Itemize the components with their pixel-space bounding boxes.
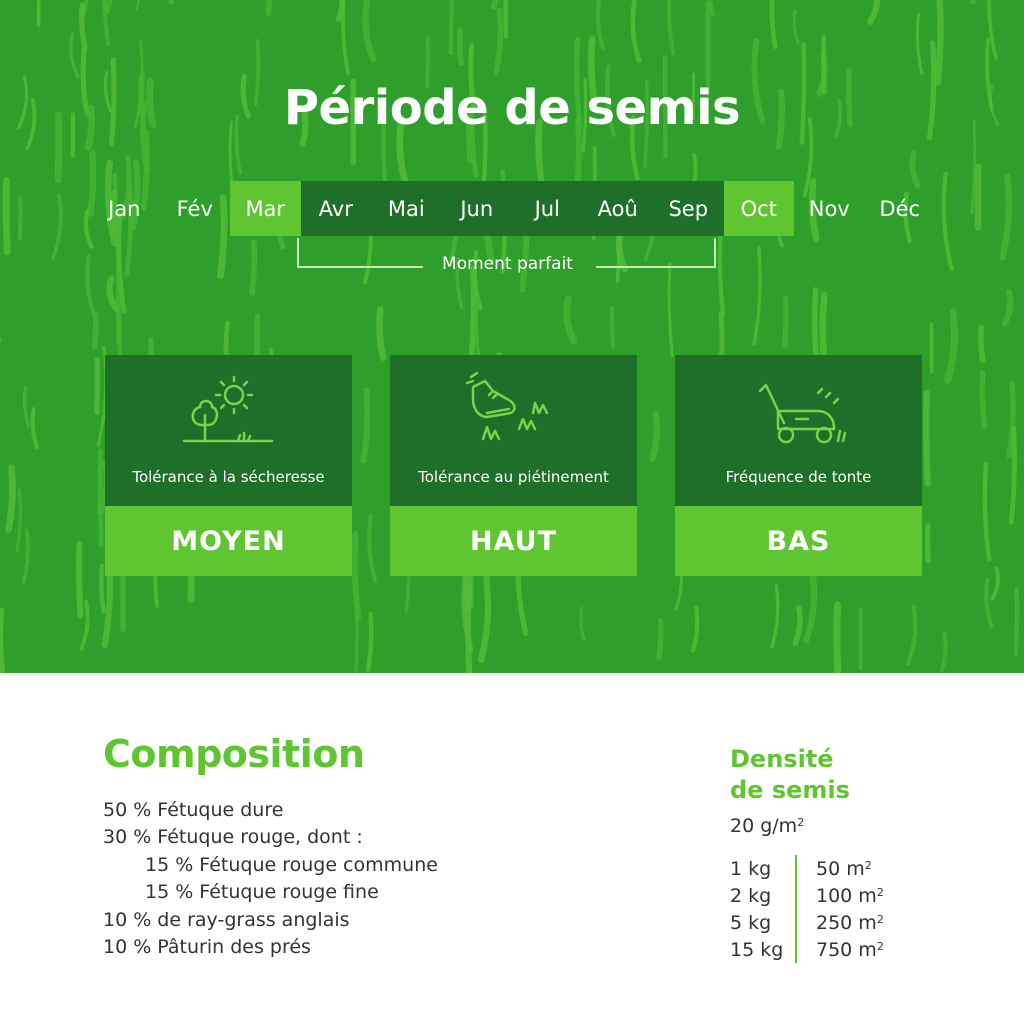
grass-blade [494, 0, 499, 7]
grass-blade [948, 312, 955, 381]
grass-blade [460, 30, 461, 63]
grass-blade [928, 526, 929, 561]
grass-blade [772, 0, 775, 47]
month-0: Jan [108, 196, 141, 221]
composition-item: 15 % Fétuque rouge fine [145, 881, 379, 904]
card-label: Tolérance à la sécheresse [132, 468, 325, 486]
grass-blade [355, 534, 359, 616]
grass-blade [982, 373, 985, 426]
grass-blade [720, 232, 723, 313]
month-timeline [89, 181, 935, 236]
grass-blade [938, 2, 941, 82]
grass-blade [986, 579, 991, 625]
density-area-value: 250 m [816, 911, 877, 934]
grass-blade [17, 490, 20, 550]
grass-blade [369, 516, 375, 581]
grass-blade [806, 572, 814, 640]
density-row [730, 936, 930, 963]
grass-blade [567, 299, 574, 341]
grass-blade [917, 15, 921, 73]
shoe-grass-icon [463, 369, 563, 449]
grass-blade [109, 279, 117, 310]
grass-blade [9, 468, 13, 530]
grass-blade [669, 0, 673, 54]
grass-blade [79, 544, 80, 615]
grass-blade [1011, 428, 1014, 522]
month-5: Jun [442, 181, 513, 236]
density-weight: 2 kg [730, 884, 772, 907]
month-6: Jul [512, 181, 583, 236]
composition-item: 10 % Pâturin des prés [103, 936, 311, 959]
composition-title: Composition [103, 732, 365, 776]
grass-blade [496, 10, 500, 73]
density-area-value: 50 m [816, 857, 865, 880]
composition-item: 15 % Fétuque rouge commune [145, 853, 438, 876]
grass-blade [365, 0, 373, 59]
grass-blade [82, 5, 85, 48]
lawnmower-icon [748, 369, 848, 449]
grass-blade [53, 196, 61, 259]
card-label: Tolérance au piétinement [418, 468, 609, 486]
composition-item: 50 % Fétuque dure [103, 799, 284, 821]
month-8: Sep [653, 181, 724, 236]
density-area-value: 750 m [816, 938, 877, 961]
month-11: Déc [879, 196, 921, 221]
density-area: 250 $m^2$ [816, 911, 884, 934]
density-table [730, 855, 930, 963]
grass-blade [137, 0, 143, 9]
grass-blade [633, 2, 639, 60]
density-rate-value: 20 g/m [730, 815, 798, 837]
grass-blade [1002, 177, 1009, 257]
month-7: Aoû [583, 181, 654, 236]
grass-blade [95, 314, 96, 346]
grass-blade [1005, 292, 1011, 323]
grass-blade [659, 621, 661, 657]
grass-blade [944, 173, 952, 268]
drought-tolerance-card [105, 355, 352, 576]
grass-blade [1016, 589, 1017, 655]
grass-blade [100, 451, 102, 546]
grass-blade [908, 607, 915, 664]
grass-blade [252, 242, 254, 293]
grass-blade [669, 264, 672, 356]
grass-blade [993, 568, 998, 598]
density-title-line: de semis [730, 776, 850, 804]
month-9: Oct [724, 181, 795, 236]
density-weight: 15 kg [730, 938, 784, 961]
grass-blade [981, 328, 983, 360]
card-value: HAUT [390, 506, 637, 576]
grass-blade [268, 0, 271, 13]
grass-blade [25, 387, 29, 427]
grass-blade [989, 0, 996, 58]
grass-blade [6, 181, 7, 252]
month-3: Avr [301, 181, 372, 236]
density-weight: 5 kg [730, 911, 772, 934]
month-4: Mai [371, 181, 442, 236]
grass-blade [0, 611, 4, 673]
month-10: Nov [808, 196, 850, 221]
composition-list [103, 797, 438, 961]
sun-tree-icon [178, 369, 278, 449]
grass-blade [87, 257, 94, 314]
month-2: Mar [230, 181, 301, 236]
density-area: 50 $m^2$ [816, 857, 872, 880]
grass-blade [926, 393, 927, 484]
grass-blade [785, 298, 786, 345]
month-1: Fév [176, 196, 213, 221]
density-weight: 1 kg [730, 857, 772, 880]
grass-blade [795, 608, 800, 644]
mowing-frequency-card [675, 355, 922, 576]
grass-blade [481, 579, 488, 660]
composition-item: 10 % de ray-grass anglais [103, 908, 350, 931]
page-title: Période de semis [283, 80, 741, 136]
grass-blade [772, 586, 778, 647]
density-row [730, 882, 930, 909]
grass-blade [693, 608, 697, 651]
grass-blade [612, 308, 613, 346]
grass-blade [970, 0, 973, 1]
grass-blade [71, 34, 78, 77]
grass-blade [107, 0, 111, 11]
perfect-period-label: Moment parfait [442, 254, 573, 274]
grass-blade [380, 309, 384, 357]
density-area-value: 100 m [816, 884, 877, 907]
composition-item: 30 % Fétuque rouge, dont : [103, 826, 363, 849]
grass-blade [24, 530, 28, 582]
grass-blade [652, 415, 657, 459]
density-rate: 20 $g/m^2$ [730, 815, 805, 837]
density-area: 100 $m^2$ [816, 884, 884, 907]
card-value: BAS [675, 506, 922, 576]
grass-blade [343, 0, 348, 73]
grass-blade [581, 608, 584, 639]
grass-blade [794, 11, 798, 43]
grass-blade [171, 0, 179, 2]
density-title-line: Densité [730, 745, 834, 773]
density-row [730, 909, 930, 936]
grass-blade [985, 464, 989, 559]
grass-blade [598, 0, 603, 48]
trampling-tolerance-card [390, 355, 637, 576]
grass-blade [101, 566, 103, 612]
grass-blade [870, 0, 877, 22]
card-label: Fréquence de tonte [725, 468, 872, 486]
grass-blade [33, 409, 37, 447]
grass-blade [754, 248, 760, 345]
density-row [730, 855, 930, 882]
grass-blade [363, 390, 367, 460]
grass-blade [837, 604, 839, 673]
grass-blade [451, 0, 452, 53]
density-title [730, 744, 930, 806]
density-area: 750 $m^2$ [816, 938, 884, 961]
grass-blade [942, 634, 946, 670]
card-value: MOYEN [105, 506, 352, 576]
grass-blade [368, 614, 371, 670]
